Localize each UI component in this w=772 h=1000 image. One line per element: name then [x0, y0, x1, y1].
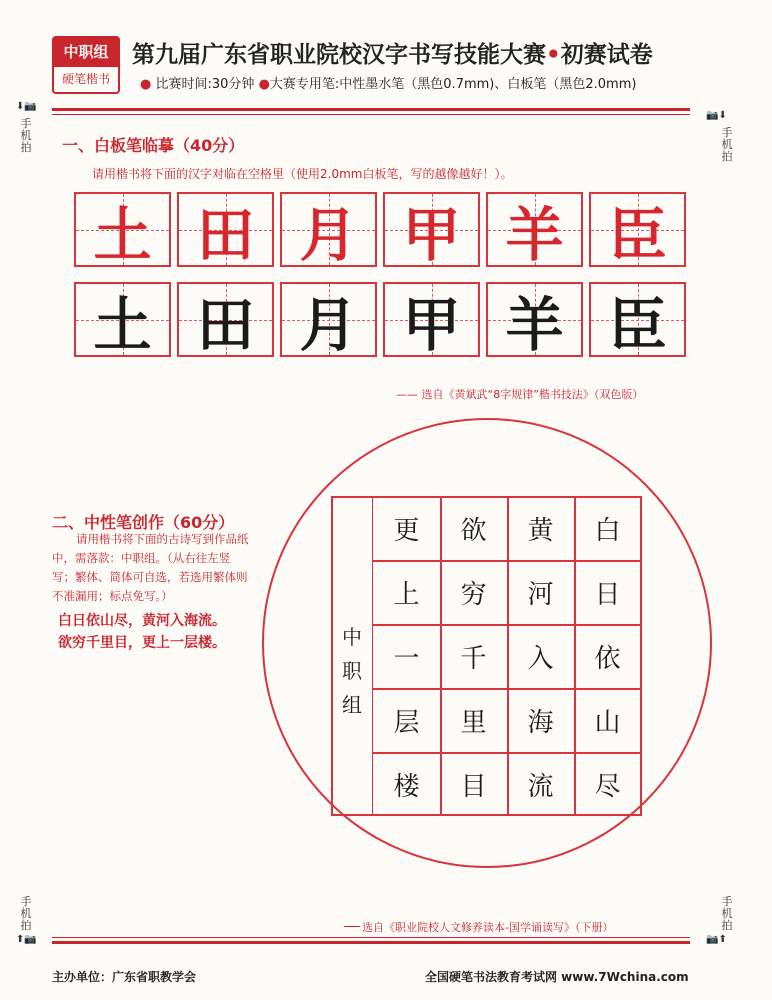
side-char: 机 [721, 907, 733, 920]
table-row-divider [373, 624, 642, 626]
exam-pen: 大赛专用笔:中性墨水笔（黑色0.7mm)、白板笔（黑色2.0mm) [269, 77, 637, 92]
section2-instruction: 请用楷书将下面的古诗写到作品纸中，需落款：中职组。（从右往左竖写；繁体、简体可自选，若选用繁体则不准漏用；标点免写。） [52, 532, 249, 603]
grid-box [177, 192, 274, 267]
grid-box [383, 282, 480, 357]
composition-char: 黄 [527, 515, 554, 546]
footer-rule-thick [52, 941, 690, 944]
composition-char: 目 [460, 771, 487, 802]
side-char: 拍 [721, 150, 733, 163]
composition-char: 入 [527, 643, 554, 674]
section1-source: —— 选自《黄斌武“8字规律”楷书技法》（双色版） [396, 388, 644, 401]
written-char: 甲 [402, 290, 461, 359]
side-label-left-top [19, 118, 33, 154]
section1-title: 一、白板笔临摹（40分） [62, 136, 245, 155]
exam-time: 比赛时间:30分钟 [155, 77, 255, 92]
side-char: 手 [721, 126, 733, 139]
camera-down-icon: 📷⬇ [706, 110, 727, 121]
side-char: 拍 [20, 919, 32, 932]
written-char: 羊 [505, 290, 564, 359]
signature [331, 620, 373, 722]
model-char: 羊 [505, 200, 564, 269]
section1-instruction: 请用楷书将下面的汉字对临在空格里（使用2.0mm白板笔，写的越像越好！）。 [92, 167, 513, 181]
title-main: 第九届广东省职业院校汉字书写技能大赛 [132, 42, 546, 68]
composition-char: 上 [393, 579, 420, 610]
side-char: 手 [20, 117, 32, 130]
composition-char: 层 [393, 707, 420, 738]
table-row-divider [373, 688, 642, 690]
bullet-icon: ● [140, 77, 152, 92]
side-char: 机 [20, 129, 32, 142]
composition-char: 千 [460, 643, 487, 674]
camera-down-icon: ⬇📷 [16, 101, 37, 112]
composition-char: 欲 [460, 515, 487, 546]
side-char: 手 [721, 895, 733, 908]
written-char: 月 [299, 290, 358, 359]
table-column-divider [440, 496, 442, 816]
camera-up-icon: ⬆📷 [16, 934, 37, 945]
title-end: 初赛试卷 [560, 42, 653, 68]
exam-subtitle [140, 73, 636, 92]
side-label-left-bottom [19, 896, 33, 932]
category-badge [52, 36, 120, 94]
model-char: 月 [299, 200, 358, 269]
side-label-right-bottom [720, 896, 734, 932]
signature-char: 职 [342, 659, 362, 683]
composition-char: 尽 [594, 771, 621, 802]
section2-source: 选自《职业院校人文修养读本-国学诵读写》（下册） [362, 921, 614, 934]
footer-rule-thin [52, 937, 690, 938]
grid-box [280, 192, 377, 267]
organizer: 主办单位：广东省职教学会 [52, 970, 197, 984]
written-char: 土 [93, 290, 152, 359]
composition-char: 河 [527, 579, 554, 610]
composition-char: 依 [594, 643, 621, 674]
camera-up-icon: 📷⬆ [706, 934, 727, 945]
composition-char: 里 [460, 707, 487, 738]
website: 全国硬笔书法教育考试网 www.7Wchina.com [425, 970, 689, 984]
grid-box [589, 282, 686, 357]
table-row-divider [373, 752, 642, 754]
composition-char: 更 [393, 515, 420, 546]
side-char: 机 [721, 138, 733, 151]
side-char: 拍 [20, 141, 32, 154]
exam-title [132, 36, 653, 69]
grid-box [486, 282, 583, 357]
bullet-icon: ● [258, 77, 270, 92]
composition-char: 楼 [393, 771, 420, 802]
grid-box [177, 282, 274, 357]
written-char: 田 [196, 290, 255, 359]
composition-char: 海 [527, 707, 554, 738]
poem-line: 欲穷千里目，更上一层楼。 [58, 635, 226, 651]
table-row-divider [373, 560, 642, 562]
written-char: 臣 [608, 290, 667, 359]
composition-char: 白 [594, 515, 621, 546]
model-char: 土 [93, 200, 152, 269]
model-char: 臣 [608, 200, 667, 269]
section2-title: 二、中性笔创作（60分） [52, 513, 235, 532]
model-char: 甲 [402, 200, 461, 269]
grid-box [589, 192, 686, 267]
grid-box [74, 192, 171, 267]
table-column-divider [507, 496, 509, 816]
header-rule-thin [52, 114, 690, 115]
badge-style-label: 硬笔楷书 [61, 72, 110, 86]
grid-box [383, 192, 480, 267]
side-char: 手 [20, 895, 32, 908]
composition-char: 穷 [460, 579, 487, 610]
poem-text [58, 610, 226, 654]
title-dot: • [546, 42, 561, 68]
composition-char: 日 [594, 579, 621, 610]
side-label-right-top [720, 127, 734, 163]
source-dash [344, 926, 360, 927]
grid-box [74, 282, 171, 357]
side-char: 拍 [721, 919, 733, 932]
header-rule-thick [52, 108, 690, 111]
composition-char: 一 [393, 643, 420, 674]
signature-char: 组 [342, 693, 362, 717]
grid-box [486, 192, 583, 267]
signature-char: 中 [342, 625, 362, 649]
grid-box [280, 282, 377, 357]
model-char: 田 [196, 200, 255, 269]
composition-char: 流 [527, 771, 554, 802]
composition-char: 山 [594, 707, 621, 738]
side-char: 机 [20, 907, 32, 920]
table-column-divider [574, 496, 576, 816]
poem-line: 白日依山尽，黄河入海流。 [58, 613, 226, 629]
badge-group-label: 中职组 [54, 38, 118, 67]
